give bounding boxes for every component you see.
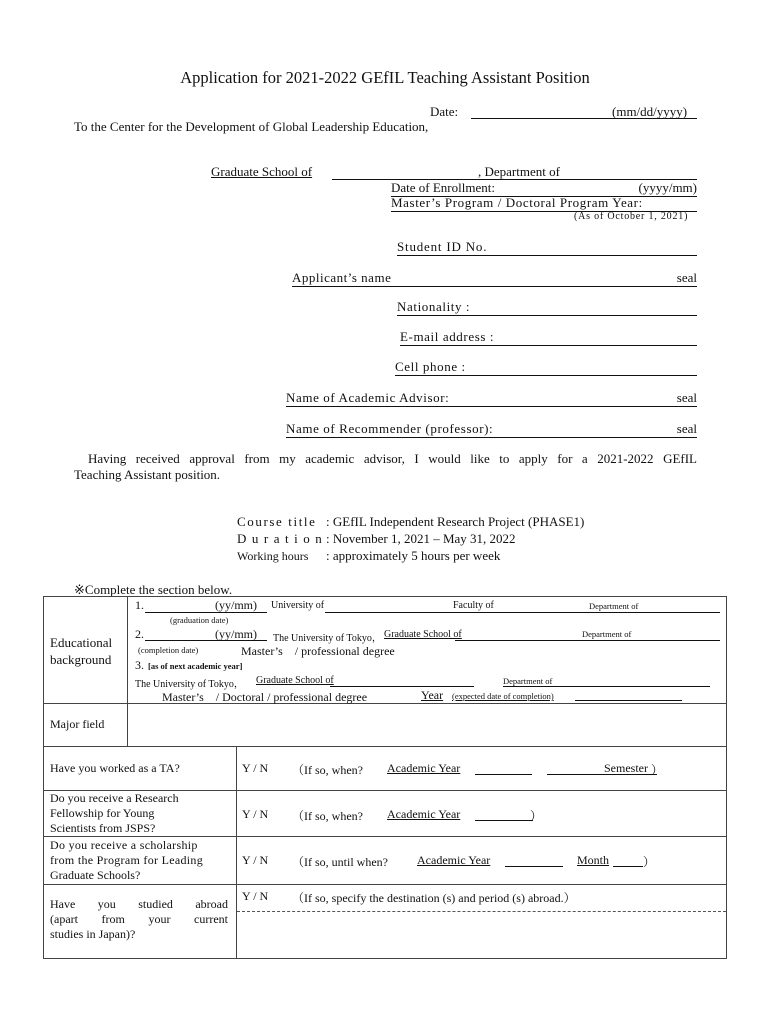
advisor-label: Name of Academic Advisor: bbox=[286, 390, 450, 405]
scholarship-question-2: from the Program for Leading bbox=[50, 853, 204, 867]
abroad-question-3: studies in Japan)? bbox=[50, 927, 136, 941]
working-hours-label: Working hours bbox=[237, 549, 309, 563]
jsps-question-2: Fellowship for Young bbox=[50, 806, 155, 820]
enrollment-format: (yyyy/mm) bbox=[638, 180, 697, 195]
edu-row3-degree: Master’s / Doctoral / professional degree bbox=[162, 690, 368, 704]
edu-row1-unit: (yy/mm) bbox=[215, 598, 257, 612]
scholarship-month-field[interactable] bbox=[613, 866, 643, 867]
edu-row3-year-note: (expected date of completion) bbox=[452, 691, 554, 701]
recommender-field[interactable] bbox=[286, 420, 697, 438]
applicant-seal: seal bbox=[676, 270, 697, 285]
program-field[interactable] bbox=[391, 194, 697, 212]
edu-row3-dept: Department of bbox=[503, 676, 553, 686]
ta-yn[interactable]: Y / N bbox=[242, 761, 269, 775]
edu-row1-note: (graduation date) bbox=[170, 615, 229, 625]
scholarship-yn[interactable]: Y / N bbox=[242, 853, 269, 867]
advisor-seal: seal bbox=[676, 390, 697, 405]
ta-when: （If so, when? bbox=[292, 763, 363, 777]
edu-row3-univ: The University of Tokyo， bbox=[135, 679, 244, 690]
section-note: ※Complete the section below. bbox=[74, 582, 233, 597]
department-label: , Department of bbox=[478, 164, 560, 179]
email-label: E-mail address : bbox=[400, 329, 495, 344]
edu-row2-univ: The University of Tokyo， bbox=[273, 633, 382, 644]
addressee: To the Center for the Development of Global Leadership Education, bbox=[74, 119, 429, 134]
abroad-question-2: (apart from your current bbox=[50, 912, 228, 926]
cell-phone-label: Cell phone : bbox=[395, 359, 466, 374]
edu-row3-num: 3. bbox=[135, 658, 144, 672]
jsps-yn[interactable]: Y / N bbox=[242, 807, 269, 821]
edu-row3-year-field[interactable] bbox=[575, 700, 682, 701]
scholarship-question-3: Graduate Schools? bbox=[50, 868, 141, 882]
ta-academic-year: Academic Year bbox=[387, 761, 461, 775]
recommender-seal: seal bbox=[676, 421, 697, 436]
edu-row2-degree: Master’s / professional degree bbox=[241, 644, 395, 658]
duration-value: : November 1, 2021 – May 31, 2022 bbox=[326, 531, 516, 546]
statement-line-1: Having received approval from my academic advisor, I would like to apply for a 2021-2022 GEfIL bbox=[88, 451, 697, 466]
edu-row1-num: 1. bbox=[135, 598, 144, 612]
scholarship-academic-year: Academic Year bbox=[417, 853, 491, 867]
abroad-question-1: Have you studied abroad bbox=[50, 897, 228, 911]
abroad-specify: （If so, specify the destination (s) and period (s) abroad.） bbox=[292, 891, 576, 905]
jsps-question-3: Scientists from JSPS? bbox=[50, 821, 156, 835]
jsps-academic-year: Academic Year bbox=[387, 807, 461, 821]
edu-row2-school-field[interactable] bbox=[455, 640, 720, 641]
working-hours-value: : approximately 5 hours per week bbox=[326, 548, 501, 563]
hline-4 bbox=[43, 836, 727, 837]
edu-row1-dept: Department of bbox=[589, 601, 639, 611]
abroad-yn[interactable]: Y / N bbox=[242, 889, 269, 903]
edu-row1-univ-field[interactable] bbox=[325, 612, 720, 613]
page-title: Application for 2021-2022 GEfIL Teaching Assistant Position bbox=[180, 68, 590, 87]
abroad-details-input[interactable] bbox=[237, 913, 726, 958]
jsps-when: （If so, when? bbox=[292, 809, 363, 823]
edu-row3-dept-field[interactable] bbox=[503, 686, 710, 687]
graduate-school-label: Graduate School of bbox=[211, 164, 313, 179]
as-of-note: (As of October 1, 2021) bbox=[574, 211, 689, 222]
jsps-question-1: Do you receive a Research bbox=[50, 791, 179, 805]
scholarship-when: （If so, until when? bbox=[292, 855, 388, 869]
edu-row3-school-field[interactable] bbox=[330, 686, 474, 687]
education-label-2: background bbox=[50, 652, 112, 667]
edu-row1-univ: University of bbox=[271, 600, 325, 611]
course-title-value: : GEfIL Independent Research Project (PHASE1) bbox=[326, 514, 585, 529]
edu-row2-unit: (yy/mm) bbox=[215, 627, 257, 641]
major-field-label: Major field bbox=[50, 717, 105, 731]
program-label: Master’s Program / Doctoral Program Year: bbox=[391, 195, 643, 210]
ta-close: ） bbox=[651, 763, 664, 777]
student-id-label: Student ID No. bbox=[397, 239, 488, 254]
education-label-1: Educational bbox=[50, 635, 113, 650]
cell-phone-field[interactable] bbox=[395, 358, 697, 376]
jsps-year-field[interactable] bbox=[475, 820, 533, 821]
hline-2 bbox=[43, 746, 727, 747]
edu-row3-school: Graduate School of bbox=[256, 675, 334, 686]
edu-row2-note: (completion date) bbox=[138, 645, 199, 655]
statement-line-2: Teaching Assistant position. bbox=[74, 467, 221, 482]
applicant-name-label: Applicant’s name bbox=[292, 270, 392, 285]
dashed-line bbox=[237, 911, 726, 912]
edu-row2-dept: Department of bbox=[582, 629, 632, 639]
edu-row3-year: Year bbox=[421, 688, 444, 702]
ta-year-field[interactable] bbox=[475, 774, 532, 775]
student-id-field[interactable] bbox=[397, 238, 697, 256]
enrollment-label: Date of Enrollment: bbox=[391, 180, 495, 195]
date-format: (mm/dd/yyyy) bbox=[612, 104, 688, 119]
duration-label: Duration bbox=[237, 531, 328, 546]
nationality-label: Nationality : bbox=[397, 299, 471, 314]
hline-5 bbox=[43, 884, 727, 885]
scholarship-month: Month bbox=[577, 853, 610, 867]
nationality-field[interactable] bbox=[397, 298, 697, 316]
edu-row2-school: Graduate School of bbox=[384, 629, 462, 640]
date-label: Date: bbox=[430, 104, 459, 119]
recommender-label: Name of Recommender (professor): bbox=[286, 421, 494, 436]
edu-row1-faculty: Faculty of bbox=[453, 600, 494, 611]
scholarship-question-1: Do you receive a scholarship bbox=[50, 838, 198, 852]
ta-semester: Semester bbox=[604, 761, 648, 775]
applicant-name-field[interactable] bbox=[292, 269, 697, 287]
scholarship-year-field[interactable] bbox=[505, 866, 563, 867]
edu-row2-num: 2. bbox=[135, 627, 144, 641]
scholarship-close: ） bbox=[643, 855, 656, 869]
major-field-input[interactable] bbox=[128, 704, 726, 745]
advisor-field[interactable] bbox=[286, 389, 697, 407]
ta-question: Have you worked as a TA? bbox=[50, 761, 180, 775]
course-title-label: Course title bbox=[237, 514, 317, 529]
edu-row3-note: [as of next academic year] bbox=[148, 661, 243, 671]
email-field[interactable] bbox=[400, 328, 697, 346]
jsps-close: ） bbox=[530, 809, 543, 823]
